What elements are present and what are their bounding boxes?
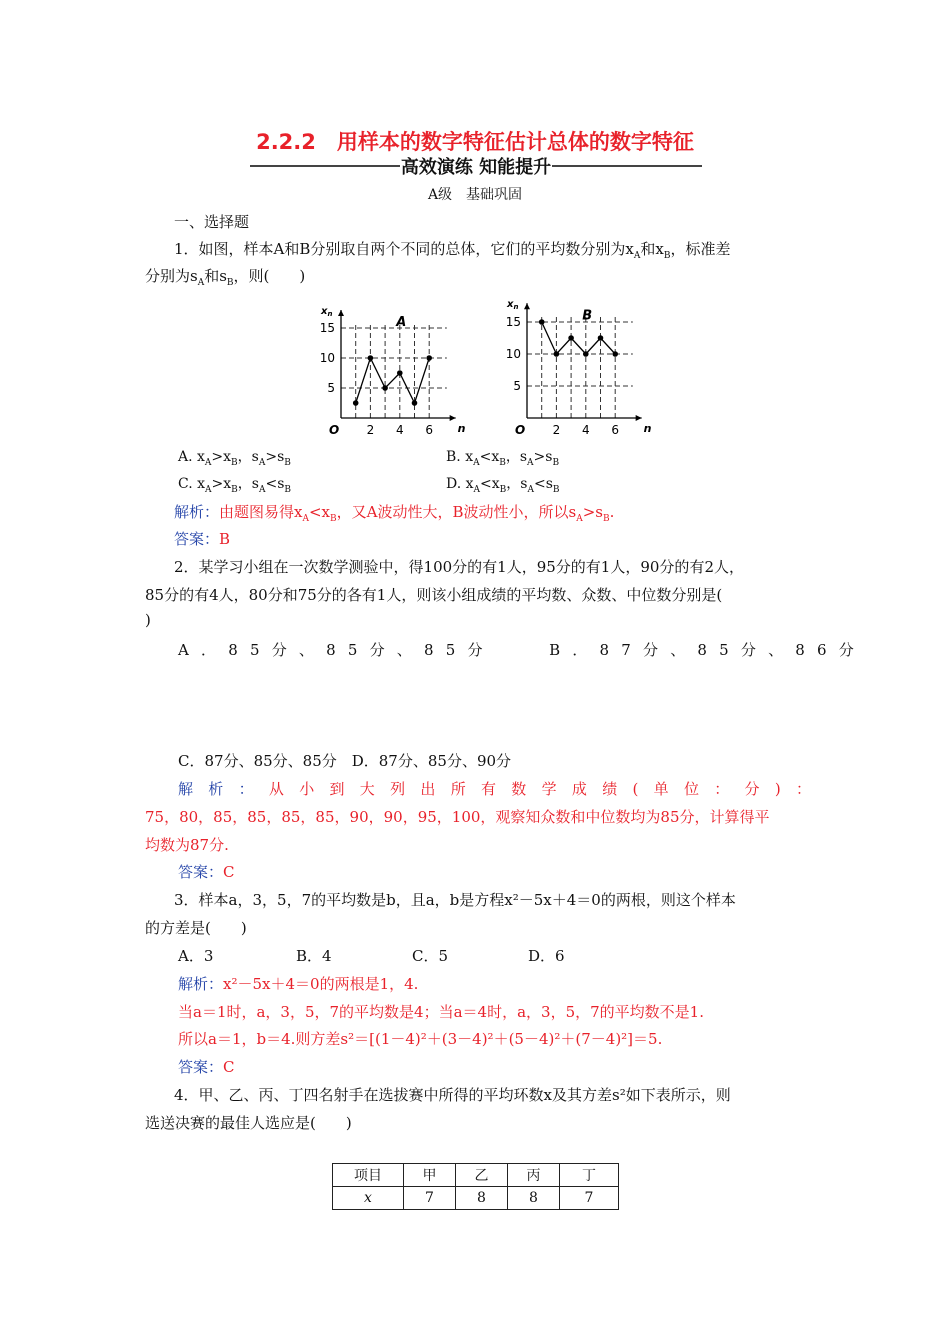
y-tick-label: 10 [505, 347, 521, 361]
q4-stem-line1: 4．甲、乙、丙、丁四名射手在选拔赛中所得的平均环数x及其方差s²如下表所示，则 [174, 1086, 731, 1104]
q1-option-a[interactable]: A. $x_A>x_B$，$s_A>s_B$ [178, 449, 291, 468]
q1-option-b[interactable]: B. $x_A<x_B$，$s_A>s_B$ [446, 449, 560, 468]
q2-options-ab[interactable]: A．85分、85分、85分 B．87分、85分、86分 [178, 641, 866, 659]
q2-stem-line3: ) [145, 611, 151, 629]
table-row [333, 1187, 619, 1210]
subtitle-text: 高效演练 知能提升 [400, 157, 552, 178]
q1-stem-line1: 1．如图，样本A和B分别取自两个不同的总体，它们的平均数分别为$x_A$和$x_B$，标准差 [174, 240, 731, 261]
table-header-cell: 丙 [508, 1164, 560, 1187]
y-axis-label-sub: n [327, 310, 333, 318]
q2-answer: 答案：C [178, 863, 235, 881]
data-point [382, 385, 388, 391]
q2-analysis-line3: 均数为87分. [145, 836, 229, 854]
q3-analysis-line1: 解析：x²－5x＋4＝0的两根是1，4. [178, 975, 419, 993]
chart-a [320, 306, 466, 437]
q1-charts [315, 290, 675, 440]
data-point [397, 370, 403, 376]
x-axis-label: n [457, 422, 466, 435]
table-cell: 7 [560, 1187, 619, 1210]
y-axis-arrow [524, 303, 530, 309]
subtitle [250, 153, 702, 179]
chart-b [506, 299, 652, 437]
data-point [353, 400, 359, 406]
x-axis-arrow [450, 415, 456, 421]
data-point [598, 335, 604, 341]
q3-option-a[interactable]: A．3 [178, 947, 214, 965]
y-axis-label: $x_n$ [507, 299, 519, 312]
q3-option-d[interactable]: D．6 [528, 947, 565, 965]
y-axis-arrow [338, 310, 344, 316]
data-point [583, 351, 589, 357]
q1-analysis: 解析：由题图易得$x_A<x_B$，又A波动性大，B波动性小，所以$s_A>s_B$. [174, 503, 615, 524]
q4-stem-line2: 选送决赛的最佳人选应是( ) [145, 1114, 352, 1132]
data-point [568, 335, 574, 341]
q2-analysis-line1: 解析：从小到大列出所有数学成绩(单位：分)： [178, 780, 827, 798]
origin-label: O [515, 423, 526, 437]
y-tick-label: 15 [505, 315, 521, 329]
q1-option-c[interactable]: C. $x_A>x_B$，$s_A<s_B$ [178, 476, 292, 495]
x-tick-label: 4 [395, 423, 404, 437]
q2-analysis-line2: 75，80，85，85，85，85，90，90，95，100，观察知众数和中位数均为85分，计算得平 [145, 808, 770, 826]
data-point [426, 355, 432, 361]
x-axis-arrow [636, 415, 642, 421]
data-point [554, 351, 560, 357]
x-tick-label: 6 [611, 423, 620, 437]
q4-table [332, 1163, 619, 1210]
q3-stem-line2: 的方差是( ) [145, 919, 247, 937]
x-tick-label: 6 [425, 423, 434, 437]
table-row [333, 1164, 619, 1187]
data-point [539, 319, 545, 325]
series-line [542, 322, 616, 354]
data-point [612, 351, 618, 357]
y-axis-label-sub: n [513, 303, 519, 312]
page-title: 2.2.2 用样本的数字特征估计总体的数字特征 [256, 130, 694, 154]
table-cell: x [333, 1187, 404, 1210]
table-cell: 8 [508, 1187, 560, 1210]
data-point [412, 400, 418, 406]
q2-options-cd[interactable]: C．87分、85分、85分 D．87分、85分、90分 [178, 752, 512, 770]
x-axis-label: n [643, 422, 652, 435]
y-tick-label: 15 [319, 321, 335, 335]
y-tick-label: 10 [319, 351, 335, 365]
table-cell: 8 [456, 1187, 508, 1210]
table-header-cell: 丁 [560, 1164, 619, 1187]
origin-label: O [329, 423, 340, 437]
x-tick-label: 2 [366, 423, 375, 437]
q1-answer: 答案：B [174, 530, 231, 548]
x-tick-label: 4 [581, 423, 590, 437]
q3-stem-line1: 3．样本a，3，5，7的平均数是b，且a，b是方程x²－5x＋4＝0的两根，则这个样本 [174, 891, 736, 909]
q1-stem-line2: 分别为$s_A$和$s_B$，则( ) [145, 267, 306, 288]
y-axis-label: $x_n$ [321, 306, 333, 318]
q3-option-b[interactable]: B．4 [296, 947, 332, 965]
chart-title: A [396, 315, 407, 330]
level-label: A级 基础巩固 [427, 187, 523, 203]
q3-analysis-line2: 当a＝1时，a，3，5，7的平均数是4；当a＝4时，a，3，5，7的平均数不是1. [178, 1003, 704, 1021]
q3-analysis-line3: 所以a＝1，b＝4.则方差s²＝[(1－4)²＋(3－4)²＋(5－4)²＋(7－4)²]＝5. [178, 1030, 663, 1048]
y-tick-label: 5 [513, 379, 521, 393]
q3-answer: 答案：C [178, 1058, 235, 1076]
q1-option-d[interactable]: D. $x_A<x_B$，$s_A<s_B$ [446, 476, 560, 495]
y-tick-label: 5 [327, 381, 335, 395]
chart-title: B [582, 308, 593, 324]
x-tick-label: 2 [552, 423, 561, 437]
data-point [368, 355, 374, 361]
table-header-cell: 乙 [456, 1164, 508, 1187]
table-header-cell: 甲 [404, 1164, 456, 1187]
table-cell: 7 [404, 1187, 456, 1210]
q2-stem-line2: 85分的有4人，80分和75分的各有1人，则该小组成绩的平均数、众数、中位数分别是( [145, 586, 723, 604]
q2-stem-line1: 2．某学习小组在一次数学测验中，得100分的有1人，95分的有1人，90分的有2人， [174, 558, 744, 576]
section-heading: 一、选择题 [174, 213, 250, 231]
q3-option-c[interactable]: C．5 [412, 947, 449, 965]
table-header-cell: 项目 [333, 1164, 404, 1187]
series-line [356, 358, 430, 403]
